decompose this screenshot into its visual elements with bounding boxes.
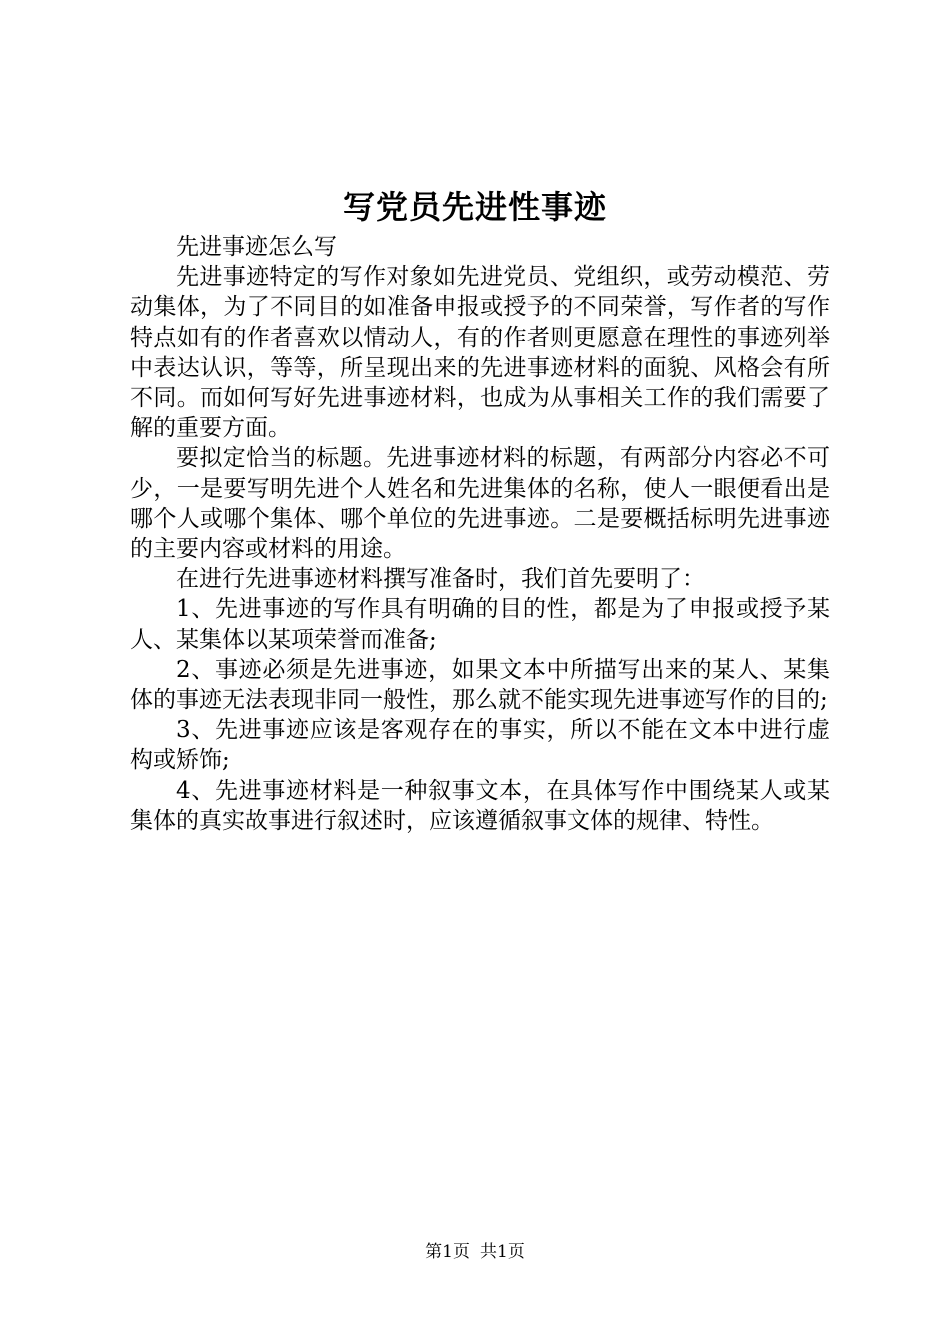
- paragraph: 先进事迹特定的写作对象如先进党员、党组织，或劳动模范、劳动集体，为了不同目的如准备申报或授予的不同荣誉，写作者的写作特点如有的作者喜欢以情动人，有的作者则更愿意在理性的事迹列举中表达认识，等等，所呈现出来的先进事迹材料的面貌、风格会有所不同。而如何写好先进事迹材料，也成为从事相关工作的我们需要了解的重要方面。: [130, 264, 830, 442]
- paragraph: 1、先进事迹的写作具有明确的目的性，都是为了申报或授予某人、某集体以某项荣誉而准备;: [130, 596, 830, 653]
- page-title: 写党员先进性事迹: [342, 188, 607, 226]
- paragraph: 先进事迹怎么写: [176, 234, 337, 260]
- paragraph: 4、先进事迹材料是一种叙事文本，在具体写作中围绕某人或某集体的真实故事进行叙述时，应该遵循叙事文体的规律、特性。: [130, 777, 830, 834]
- paragraph: 2、事迹必须是先进事迹，如果文本中所描写出来的某人、某集体的事迹无法表现非同一般性，那么就不能实现先进事迹写作的目的;: [130, 656, 830, 714]
- document-body: [130, 232, 830, 836]
- page-footer: [0, 1240, 950, 1264]
- paragraph: 在进行先进事迹材料撰写准备时，我们首先要明了：: [176, 566, 705, 593]
- paragraph: 3、先进事迹应该是客观存在的事实，所以不能在文本中进行虚构或矫饰;: [130, 717, 830, 774]
- paragraph: 要拟定恰当的标题。先进事迹材料的标题，有两部分内容必不可少，一是要写明先进个人姓名和先进集体的名称，使人一眼便看出是哪个人或哪个集体、哪个单位的先进事迹。二是要概括标明先进事迹的主要内容或材料的用途。: [130, 445, 830, 563]
- page-number: 第1页: [425, 1242, 470, 1262]
- page-total: 共1页: [480, 1242, 525, 1262]
